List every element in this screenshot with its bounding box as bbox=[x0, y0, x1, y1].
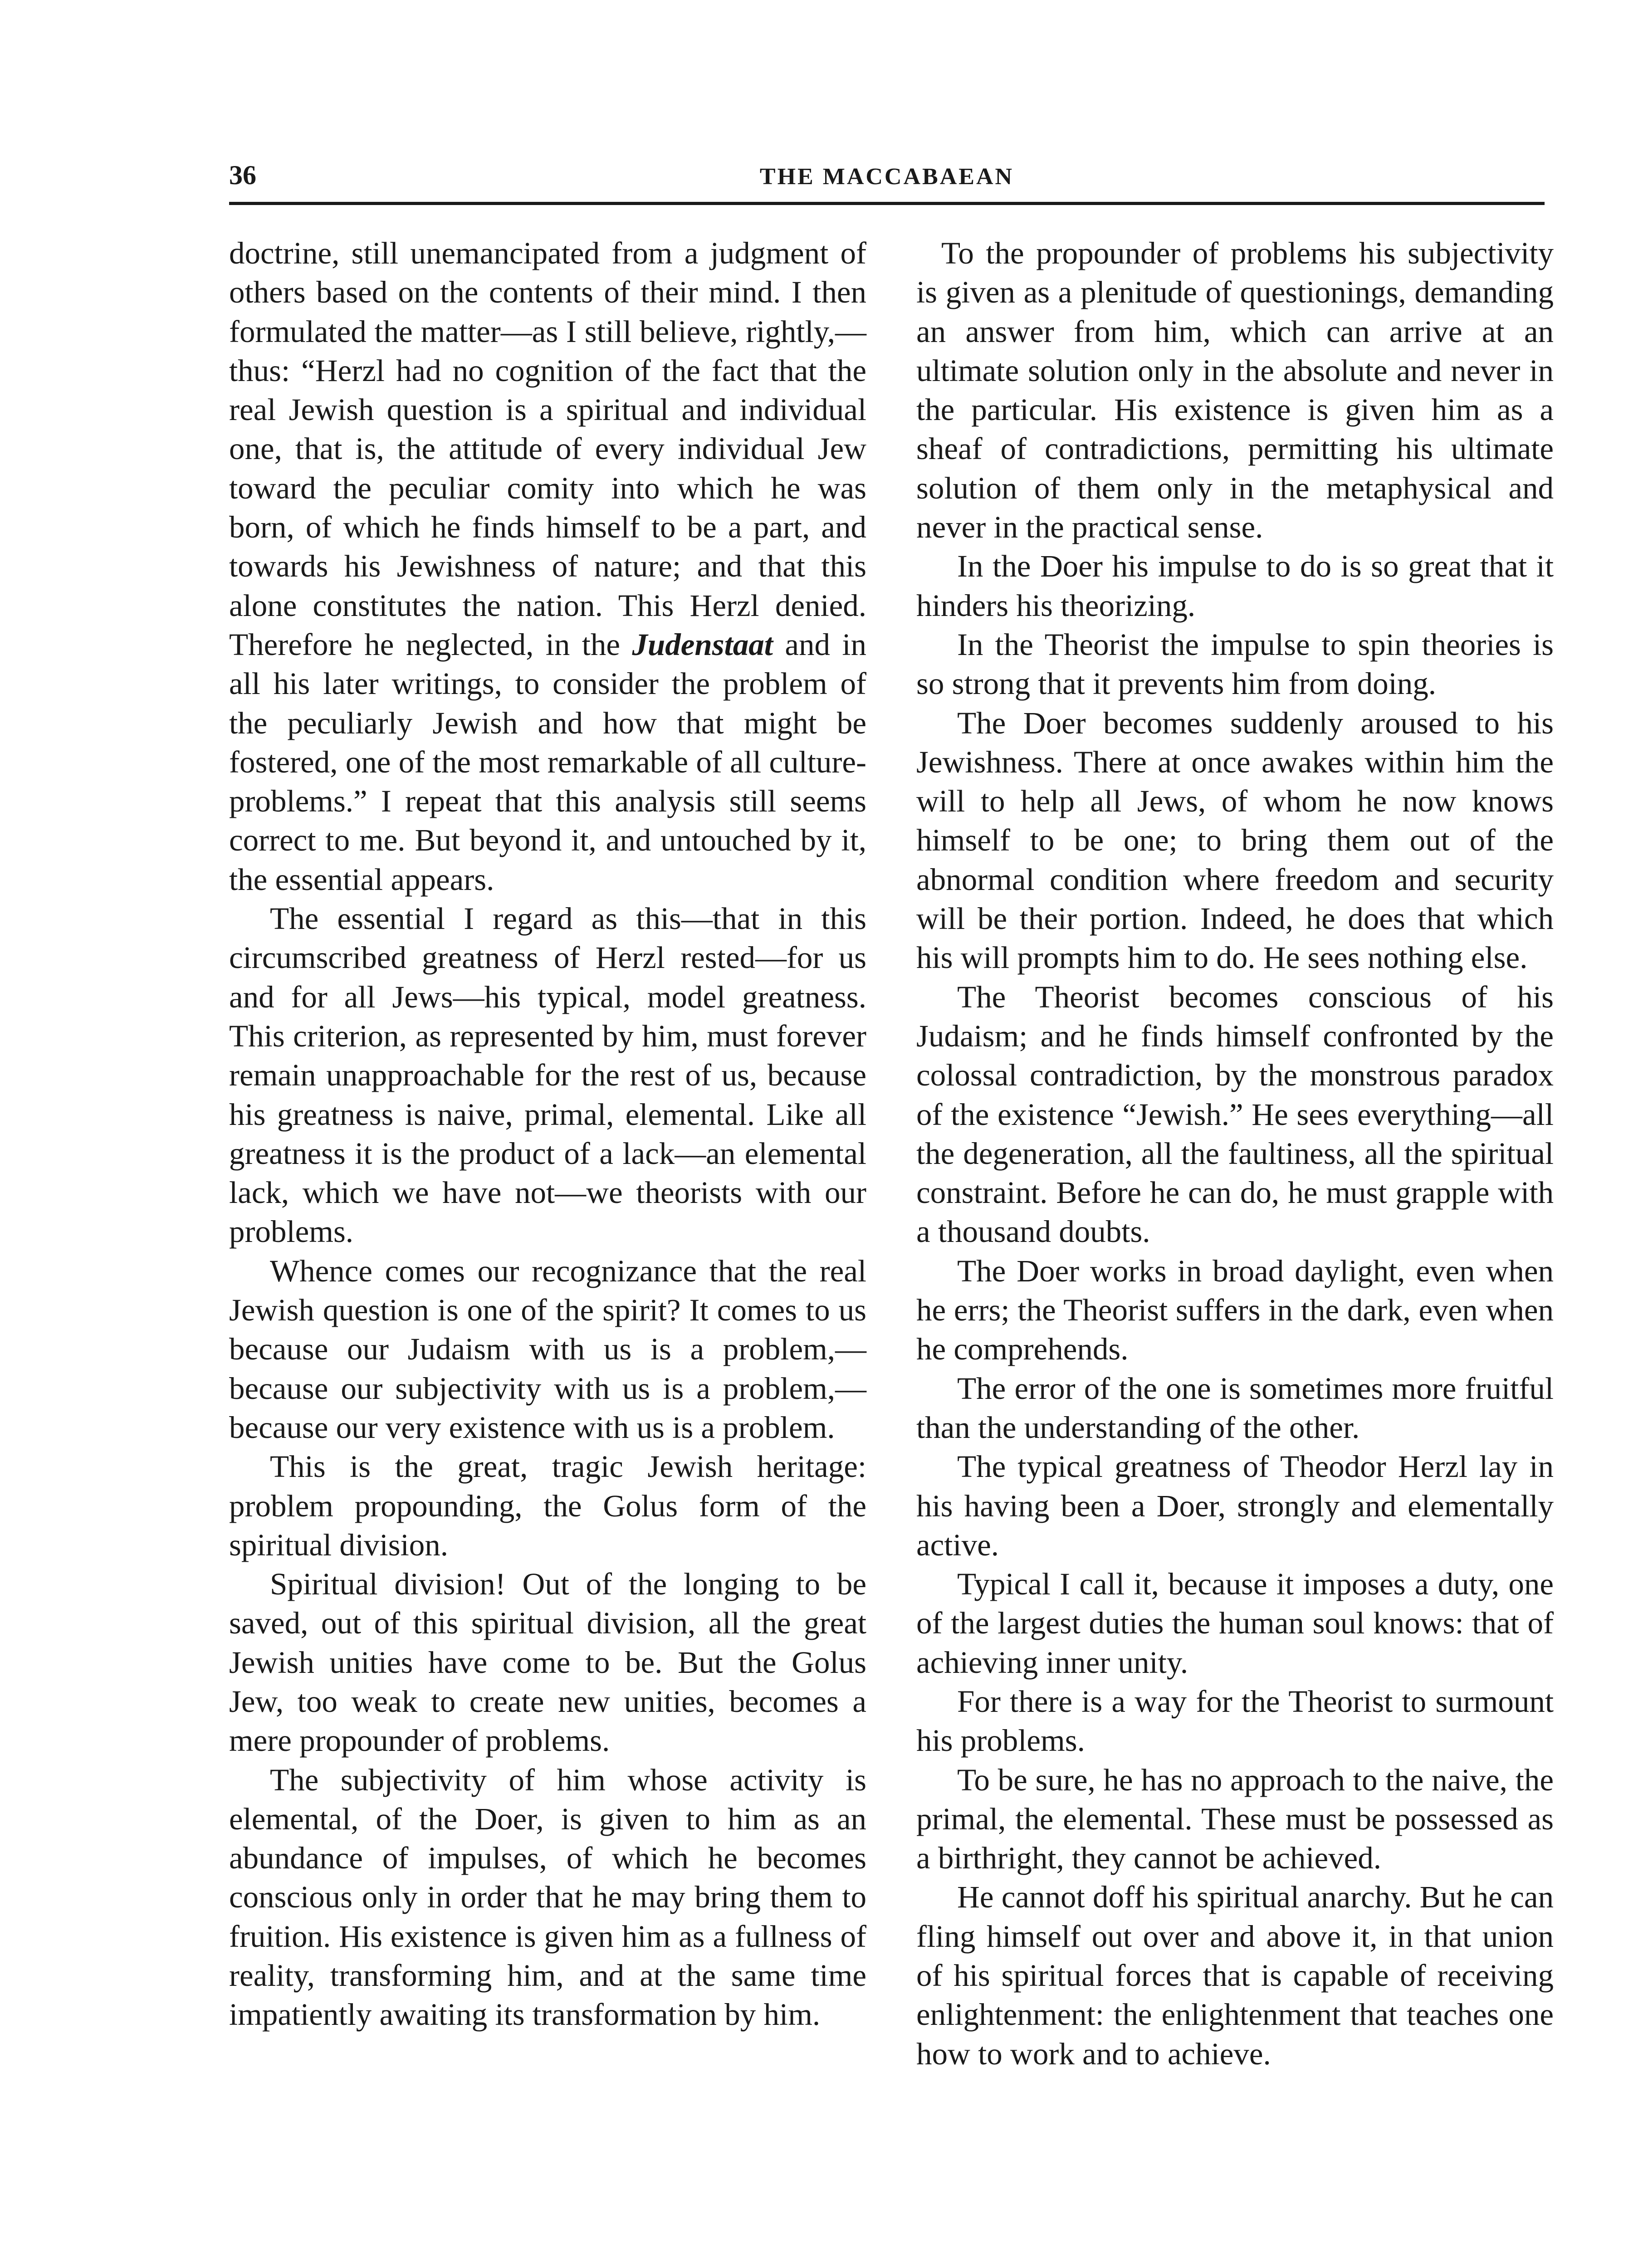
paragraph: In the Theorist the impulse to spin theories is so strong that it prevents him from doing. bbox=[916, 627, 1554, 701]
paragraph: To be sure, he has no approach to the naive, the primal, the elemental. These must be possessed as a birthright, they cannot be achieved. bbox=[916, 1762, 1554, 1876]
left-column bbox=[229, 234, 866, 2034]
paragraph: The typical greatness of Theodor Herzl lay in his having been a Doer, strongly and elementally active. bbox=[916, 1449, 1554, 1562]
paragraph: The essential I regard as this—that in this circumscribed greatness of Herzl rested—for us and for all Jews—his typical, model greatness. This criterion, as represented by him, must forever remain unapproachable for the rest of us, because his greatness is naive, primal, elemental. Like all greatness it is the product of a lack—an elemental lack, which we have not—we theorists with our problems. bbox=[229, 901, 866, 1249]
paragraph: To the propounder of problems his subjectivity is given as a plenitude of questionings, demanding an answer from him, which can arrive at an ultimate solution only in the absolute and never in the particular. His existence is given him as a sheaf of contradictions, permitting his ultimate solution of them only in the metaphysical and never in the practical sense. bbox=[916, 236, 1554, 545]
paragraph: He cannot doff his spiritual anarchy. But he can fling himself out over and above it, in that union of his spiritual forces that is capable of receiving enlightenment: the enlightenment that teaches one how to work and to achieve. bbox=[916, 1880, 1554, 2071]
running-title: THE MACCABAEAN bbox=[759, 164, 1014, 190]
paragraph: Whence comes our recognizance that the real Jewish question is one of the spirit? It comes to us because our Judaism with us is a problem,—because our subjectivity with us is a problem,—because our very existence with us is a problem. bbox=[229, 1253, 866, 1445]
paragraph: The Doer becomes suddenly aroused to his Jewishness. There at once awakes within him the will to help all Jews, of whom he now knows himself to be one; to bring them out of the abnormal condition where freedom and security will be their portion. Indeed, he does that which his will prompts him to do. He sees nothing else. bbox=[916, 705, 1554, 975]
paragraph: In the Doer his impulse to do is so great that it hinders his theorizing. bbox=[916, 549, 1554, 623]
running-header bbox=[229, 160, 1545, 205]
header-rule bbox=[229, 202, 1545, 205]
paragraph: For there is a way for the Theorist to surmount his problems. bbox=[916, 1684, 1554, 1758]
paragraph: Spiritual division! Out of the longing to be saved, out of this spiritual division, all the great Jewish unities have come to be. But the Golus Jew, too weak to create new unities, becomes a mere propounder of problems. bbox=[229, 1567, 866, 1758]
paragraph: The subjectivity of him whose activity is elemental, of the Doer, is given to him as an abundance of impulses, of which he becomes conscious only in order that he may bring them to fruition. His existence is given him as a fullness of reality, transforming him, and at the same time impatiently awaiting its transformation by him. bbox=[229, 1762, 866, 2032]
paragraph: The Theorist becomes conscious of his Judaism; and he finds himself confronted by the colossal contradiction, by the monstrous paradox of the existence “Jewish.” He sees everything—all the degeneration, all the faultiness, all the spiritual constraint. Before he can do, he must grapple with a thousand doubts. bbox=[916, 979, 1554, 1249]
paragraph: The Doer works in broad daylight, even when he errs; the Theorist suffers in the dark, even when he comprehends. bbox=[916, 1253, 1554, 1367]
paragraph: This is the great, tragic Jewish heritage: problem propounding, the Golus form of the spiritual division. bbox=[229, 1449, 866, 1562]
italic-title: Judenstaat bbox=[632, 627, 773, 662]
page-number: 36 bbox=[229, 160, 256, 190]
right-column bbox=[916, 234, 1554, 2073]
paragraph: The error of the one is sometimes more fruitful than the understanding of the other. bbox=[916, 1371, 1554, 1445]
paragraph: Typical I call it, because it imposes a duty, one of the largest duties the human soul knows: that of achieving inner unity. bbox=[916, 1567, 1554, 1680]
paragraph: doctrine, still unemancipated from a judgment of others based on the contents of their mind. I then formulated the matter—as I still believe, rightly,—thus: “Herzl had no cognition of the fact that the real Jewish question is a spiritual and individual one, that is, the attitude of every individual Jew toward the peculiar comity into which he was born, of which he finds himself to be a part, and towards his Jewishness of nature; and that this alone constitutes the nation. This Herzl denied. Therefore he neglected, in the Judenstaat and in all his later writings, to consider the problem of the peculiarly Jewish and how that might be fostered, one of the most remarkable of all culture-problems.” I repeat that this analysis still seems correct to me. But beyond it, and untouched by it, the essential appears. bbox=[229, 236, 866, 897]
